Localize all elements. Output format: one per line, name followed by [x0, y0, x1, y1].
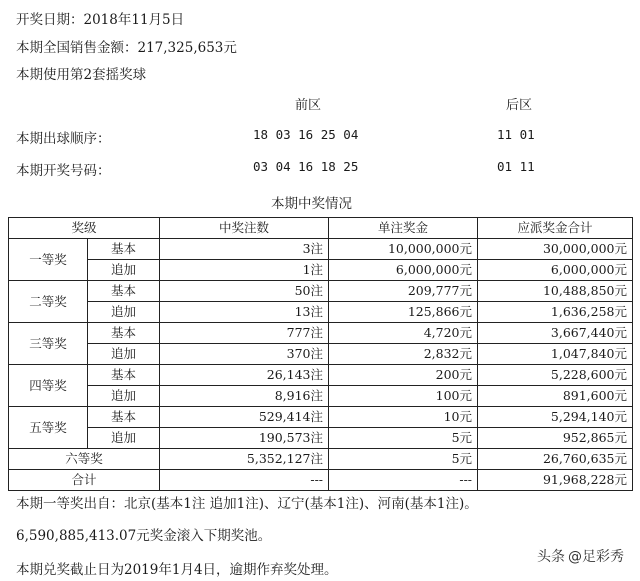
sum-label: 合计	[9, 470, 160, 491]
single-prize: 10元	[329, 407, 478, 428]
table-row	[9, 239, 633, 260]
tier-name: 二等奖	[9, 281, 88, 323]
header-total: 应派奖金合计	[478, 218, 633, 239]
single-prize: 100元	[329, 386, 478, 407]
win-count: 26,143注	[160, 365, 329, 386]
total-sales: 本期全国销售金额：217,325,653元	[16, 40, 237, 56]
table-row	[9, 323, 633, 344]
table-row	[9, 281, 633, 302]
total-prize: 952,865元	[478, 428, 633, 449]
single-prize: 10,000,000元	[329, 239, 478, 260]
sum-total: 91,968,228元	[478, 470, 633, 491]
sum-count: ---	[160, 470, 329, 491]
header-tier: 奖级	[9, 218, 160, 239]
tier-name: 三等奖	[9, 323, 88, 365]
table-title: 本期中奖情况	[271, 196, 352, 212]
table-row	[9, 260, 633, 281]
first-prize-origin: 本期一等奖出自：北京(基本1注 追加1注)、辽宁(基本1注)、河南(基本1注)。	[16, 496, 478, 512]
tier-sub: 基本	[88, 281, 160, 302]
tier-sub: 追加	[88, 302, 160, 323]
single-prize: 5元	[329, 449, 478, 470]
win-count: 3注	[160, 239, 329, 260]
total-prize: 1,047,840元	[478, 344, 633, 365]
total-prize: 30,000,000元	[478, 239, 633, 260]
single-prize: 209,777元	[329, 281, 478, 302]
win-count: 5,352,127注	[160, 449, 329, 470]
total-prize: 891,600元	[478, 386, 633, 407]
table-header-row	[9, 218, 633, 239]
win-count: 529,414注	[160, 407, 329, 428]
table-row	[9, 344, 633, 365]
tier-sub: 追加	[88, 260, 160, 281]
sum-prize: ---	[329, 470, 478, 491]
win-count: 370注	[160, 344, 329, 365]
tier-name: 一等奖	[9, 239, 88, 281]
back-zone-label: 后区	[506, 98, 533, 113]
table-row	[9, 365, 633, 386]
table-row-sum	[9, 470, 633, 491]
single-prize: 2,832元	[329, 344, 478, 365]
watermark-brand: 头条	[537, 549, 565, 565]
draw-date: 开奖日期：2018年11月5日	[16, 12, 185, 28]
win-count: 1注	[160, 260, 329, 281]
tier-name: 五等奖	[9, 407, 88, 449]
table-row-sixth-prize	[9, 449, 633, 470]
total-prize: 1,636,258元	[478, 302, 633, 323]
header-prize: 单注奖金	[329, 218, 478, 239]
tier-sub: 基本	[88, 239, 160, 260]
watermark-author: @足彩秀	[568, 549, 624, 565]
tier-sub: 追加	[88, 428, 160, 449]
draw-order-front: 18 03 16 25 04	[253, 127, 359, 142]
win-count: 190,573注	[160, 428, 329, 449]
winning-numbers-back: 01 11	[497, 159, 535, 174]
front-zone-label: 前区	[295, 98, 322, 113]
total-prize: 5,294,140元	[478, 407, 633, 428]
table-row	[9, 407, 633, 428]
table-row	[9, 386, 633, 407]
single-prize: 5元	[329, 428, 478, 449]
win-count: 50注	[160, 281, 329, 302]
tier-sub: 基本	[88, 365, 160, 386]
total-prize: 26,760,635元	[478, 449, 633, 470]
total-prize: 3,667,440元	[478, 323, 633, 344]
total-prize: 5,228,600元	[478, 365, 633, 386]
tier-name: 六等奖	[9, 449, 160, 470]
rollover-note: 6,590,885,413.07元奖金滚入下期奖池。	[16, 528, 272, 544]
table-row	[9, 428, 633, 449]
winning-numbers-front: 03 04 16 18 25	[253, 159, 359, 174]
total-prize: 10,488,850元	[478, 281, 633, 302]
winning-numbers-label: 本期开奖号码：	[16, 163, 111, 179]
tier-sub: 基本	[88, 323, 160, 344]
tier-name: 四等奖	[9, 365, 88, 407]
prize-table	[8, 217, 633, 491]
win-count: 777注	[160, 323, 329, 344]
single-prize: 125,866元	[329, 302, 478, 323]
header-count: 中奖注数	[160, 218, 329, 239]
ball-set: 本期使用第2套摇奖球	[16, 67, 147, 83]
tier-sub: 追加	[88, 386, 160, 407]
tier-sub: 追加	[88, 344, 160, 365]
draw-order-label: 本期出球顺序：	[16, 131, 111, 147]
win-count: 8,916注	[160, 386, 329, 407]
deadline-note: 本期兑奖截止日为2019年1月4日，逾期作弃奖处理。	[16, 562, 338, 578]
total-prize: 6,000,000元	[478, 260, 633, 281]
single-prize: 4,720元	[329, 323, 478, 344]
draw-order-back: 11 01	[497, 127, 535, 142]
single-prize: 6,000,000元	[329, 260, 478, 281]
tier-sub: 基本	[88, 407, 160, 428]
table-row	[9, 302, 633, 323]
win-count: 13注	[160, 302, 329, 323]
watermark	[537, 546, 624, 566]
single-prize: 200元	[329, 365, 478, 386]
